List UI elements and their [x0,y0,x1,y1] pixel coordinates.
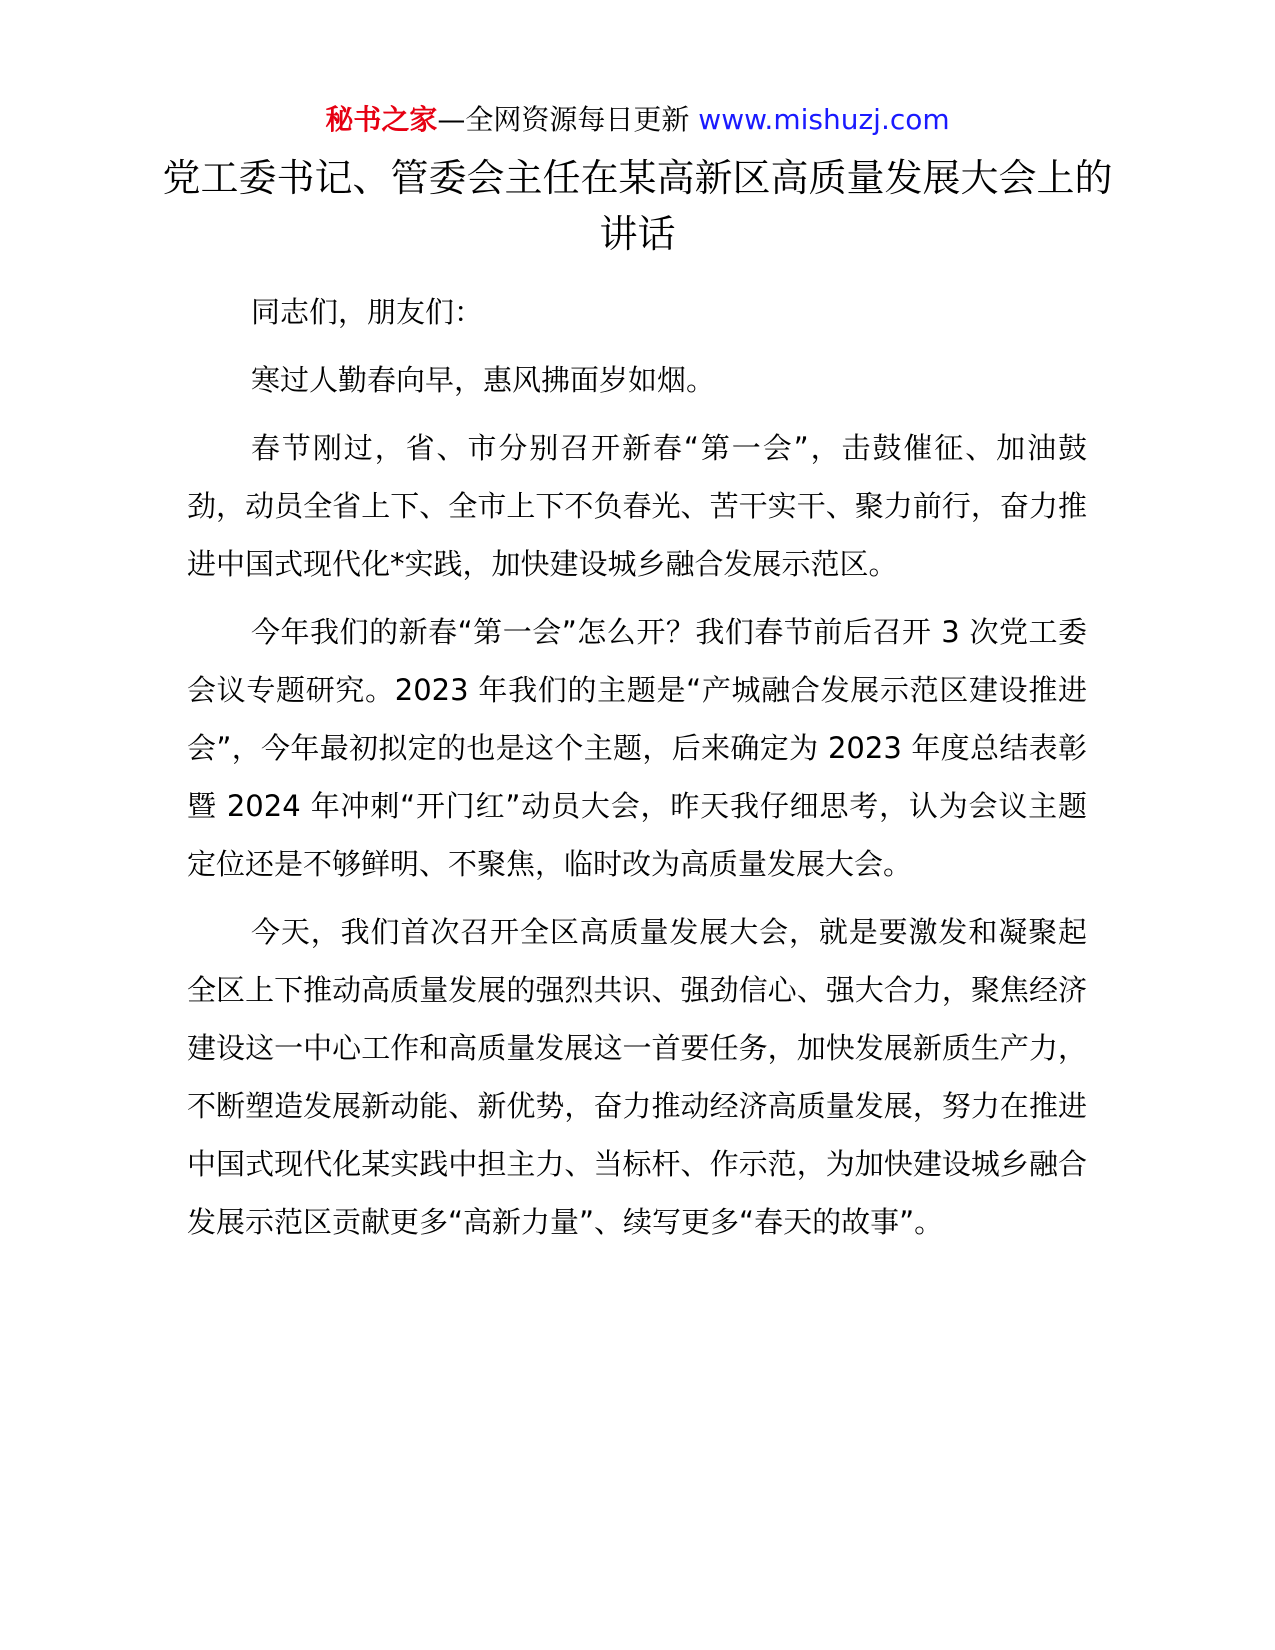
document-body [187,283,1087,1261]
document-title: 党工委书记、管委会主任在某高新区高质量发展大会上的讲话 [162,156,1113,256]
site-url-link[interactable]: www.mishuzj.com [698,103,950,136]
paragraph: 今天，我们首次召开全区高质量发展大会，就是要激发和凝聚起全区上下推动高质量发展的强烈共识、强劲信心、强大合力，聚焦经济建设这一中心工作和高质量发展这一首要任务，加快发展新质生产力，不断塑造发展新动能、新优势，奋力推动经济高质量发展，努力在推进中国式现代化某实践中担主力、当标杆、作示范，为加快建设城乡融合发展示范区贡献更多“高新力量”、续写更多“春天的故事”。 [187,915,1087,1239]
paragraph-opening-verse: 寒过人勤春向早，惠风拂面岁如烟。 [251,363,716,397]
header-tagline: —全网资源每日更新 [437,103,690,136]
paragraph: 春节刚过，省、市分别召开新春“第一会”，击鼓催征、加油鼓劲，动员全省上下、全市上下不负春光、苦干实干、聚力前行，奋力推进中国式现代化*实践，加快建设城乡融合发展示范区。 [187,431,1087,581]
site-header [0,100,1275,140]
brand-name: 秘书之家 [325,103,438,136]
paragraph: 今年我们的新春“第一会”怎么开？我们春节前后召开 3 次党工委会议专题研究。2023 年我们的主题是“产城融合发展示范区建设推进会”，今年最初拟定的也是这个主题，后来确定为 2023 年度总结表彰暨 2024 年冲刺“开门红”动员大会，昨天我仔细思考，认为会议主题定位还是不够鲜明、不聚焦，临时改为高质量发展大会。 [187,615,1087,881]
salutation: 同志们，朋友们： [251,295,484,329]
